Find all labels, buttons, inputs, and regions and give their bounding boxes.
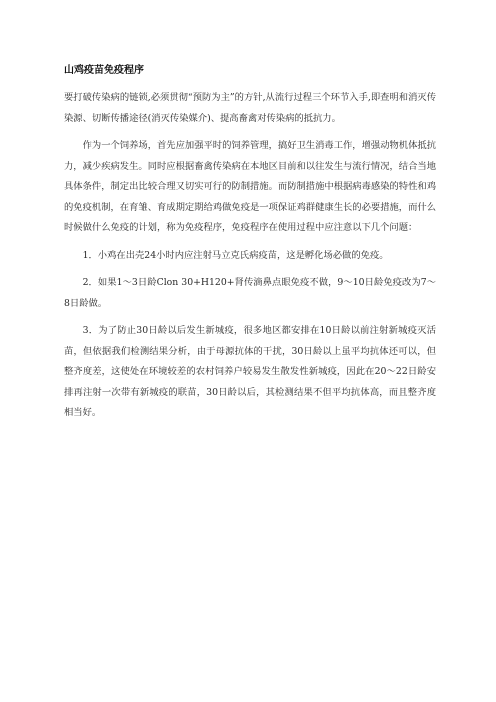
list-item-1: 1．小鸡在出壳24小时内应注射马立克氏病疫苗，这是孵化场必做的免疫。	[82, 249, 389, 261]
document-page	[64, 64, 436, 431]
list-item-2: 2．如果1～3日龄Clon 30+H120+肾传滴鼻点眼免疫不做，9～10日龄免疫改为7～8日龄做。	[64, 277, 436, 309]
list-item-3: 3．为了防止30日龄以后发生新城疫，很多地区都安排在10日龄以前注射新城疫灭活苗，但依据我们检测结果分析，由于母源抗体的干扰，30日龄以上虽平均抗体还可以，但整齐度差，这使处在环境较差的农村饲养户较易发生散发性新城疫，因此在20～22日龄安排再注射一次带有新城疫的联苗，30日龄以后，其检测结果不但平均抗体高，而且整齐度相当好。	[64, 325, 436, 418]
paragraph-management: 作为一个饲养场，首先应加强平时的饲养管理，搞好卫生消毒工作，增强动物机体抵抗力，减少疾病发生。同时应根据畜禽传染病在本地区目前和以往发生与流行情况，结合当地具体条件，制定出比较合理又切实可行的防制措施。而防制措施中根据病毒感染的特性和鸡的免疫机制，在育雏、育成期定期给鸡做免疫是一项保证鸡群健康生长的必要措施，而什么时候做什么免疫的计划，称为免疫程序，免疫程序在使用过程中应注意以下几个问题：	[64, 140, 436, 233]
document-title: 山鸡疫苗免疫程序	[64, 65, 144, 76]
paragraph-intro: 要打破传染病的链锁,必须贯彻“预防为主”的方针,从流行过程三个环节入手,即查明和消灭传染源、切断传播途径(消灭传染媒介)、提高畜禽对传染病的抵抗力。	[64, 92, 436, 124]
